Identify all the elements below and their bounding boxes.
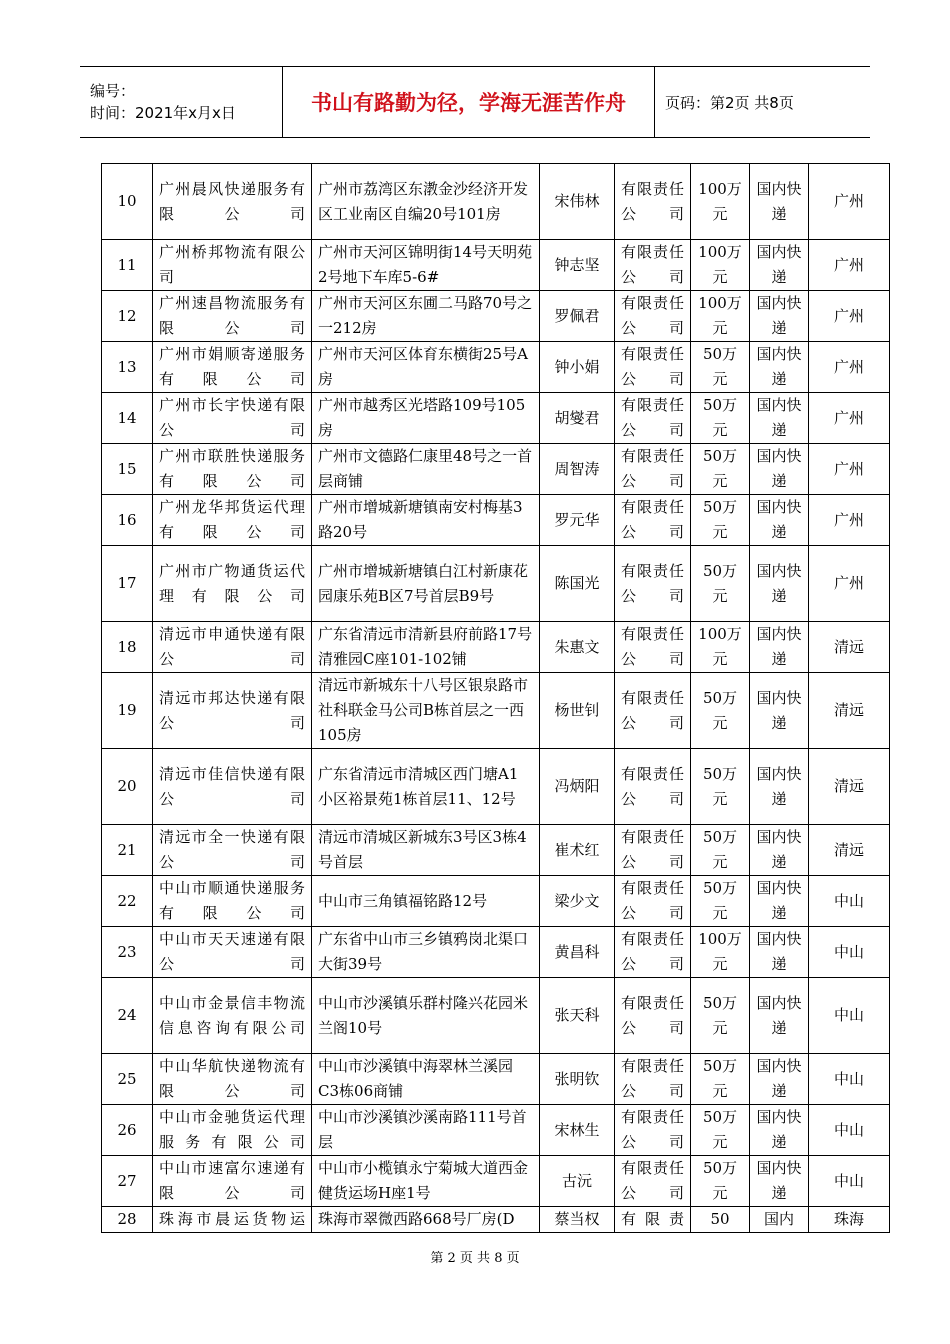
legal-representative: 张明钦 <box>540 1054 615 1105</box>
table-row <box>102 1207 890 1233</box>
city: 中山 <box>809 927 890 978</box>
company-table <box>101 163 890 1233</box>
city: 广州 <box>809 291 890 342</box>
company-address: 中山市沙溪镇沙溪南路111号首层 <box>312 1105 540 1156</box>
table-row <box>102 927 890 978</box>
table-row <box>102 622 890 673</box>
business-scope: 国内快递 <box>750 291 809 342</box>
row-number: 12 <box>102 291 153 342</box>
business-scope: 国内快递 <box>750 927 809 978</box>
row-number: 16 <box>102 495 153 546</box>
business-scope: 国内快递 <box>750 978 809 1054</box>
header-page-number: 页码：第2页 共8页 <box>665 93 794 112</box>
business-scope: 国内快递 <box>750 673 809 749</box>
business-scope: 国内快递 <box>750 876 809 927</box>
company-name: 中山市顺通快递服务有限公司 <box>153 876 312 927</box>
header-motto: 书山有路勤为径，学海无涯苦作舟 <box>283 67 655 137</box>
table-row <box>102 978 890 1054</box>
table-row <box>102 164 890 240</box>
company-name: 中山华航快递物流有限公司 <box>153 1054 312 1105</box>
registered-capital: 50万元 <box>691 444 750 495</box>
legal-representative: 胡燮君 <box>540 393 615 444</box>
company-address: 广东省清远市清城区西门塘A1小区裕景苑1栋首层11、12号 <box>312 749 540 825</box>
company-name: 广州晨风快递服务有限公司 <box>153 164 312 240</box>
company-address: 广州市增城新塘镇南安村梅基3路20号 <box>312 495 540 546</box>
page-header <box>80 66 870 138</box>
row-number: 11 <box>102 240 153 291</box>
header-date: 时间：2021年x月x日 <box>90 104 236 122</box>
legal-representative: 梁少文 <box>540 876 615 927</box>
company-name: 中山市天天速递有限公司 <box>153 927 312 978</box>
registered-capital: 50万元 <box>691 495 750 546</box>
company-name: 珠海市晨运货物运 <box>153 1207 312 1233</box>
company-name: 清远市全一快递有限公司 <box>153 825 312 876</box>
company-address: 广州市天河区锦明街14号天明苑2号地下车库5-6# <box>312 240 540 291</box>
company-type: 有限责任公司 <box>615 240 691 291</box>
company-name: 广州速昌物流服务有限公司 <box>153 291 312 342</box>
company-type: 有限责任公司 <box>615 749 691 825</box>
registered-capital: 100万元 <box>691 622 750 673</box>
legal-representative: 古沅 <box>540 1156 615 1207</box>
table-row <box>102 240 890 291</box>
business-scope: 国内快递 <box>750 393 809 444</box>
company-type: 有限责任公司 <box>615 1054 691 1105</box>
business-scope: 国内快递 <box>750 1054 809 1105</box>
company-type: 有限责任公司 <box>615 444 691 495</box>
row-number: 15 <box>102 444 153 495</box>
legal-representative: 罗元华 <box>540 495 615 546</box>
registered-capital: 50万元 <box>691 825 750 876</box>
city: 广州 <box>809 164 890 240</box>
company-address: 广州市文德路仁康里48号之一首层商铺 <box>312 444 540 495</box>
business-scope: 国内快递 <box>750 444 809 495</box>
table-row <box>102 1156 890 1207</box>
city: 广州 <box>809 444 890 495</box>
company-type: 有限责任公司 <box>615 825 691 876</box>
legal-representative: 钟小娟 <box>540 342 615 393</box>
city: 广州 <box>809 393 890 444</box>
business-scope: 国内快递 <box>750 164 809 240</box>
company-address: 广州市增城新塘镇白江村新康花园康乐苑B区7号首层B9号 <box>312 546 540 622</box>
city: 中山 <box>809 1105 890 1156</box>
company-type: 有限责任公司 <box>615 876 691 927</box>
company-name: 广州龙华邦货运代理有限公司 <box>153 495 312 546</box>
company-address: 中山市小榄镇永宁菊城大道西金健货运场H座1号 <box>312 1156 540 1207</box>
table-row <box>102 673 890 749</box>
company-address: 中山市三角镇福铭路12号 <box>312 876 540 927</box>
registered-capital: 50万元 <box>691 749 750 825</box>
city: 中山 <box>809 1054 890 1105</box>
row-number: 25 <box>102 1054 153 1105</box>
company-name: 中山市金景信丰物流信息咨询有限公司 <box>153 978 312 1054</box>
business-scope: 国内快递 <box>750 825 809 876</box>
city: 广州 <box>809 546 890 622</box>
registered-capital: 50万元 <box>691 876 750 927</box>
legal-representative: 朱惠文 <box>540 622 615 673</box>
company-type: 有限责任公司 <box>615 927 691 978</box>
company-address: 中山市沙溪镇中海翠林兰溪园C3栋06商铺 <box>312 1054 540 1105</box>
city: 清远 <box>809 622 890 673</box>
row-number: 23 <box>102 927 153 978</box>
legal-representative: 崔术红 <box>540 825 615 876</box>
company-type: 有限责任公司 <box>615 622 691 673</box>
company-type: 有限责任公司 <box>615 393 691 444</box>
city: 清远 <box>809 825 890 876</box>
company-type: 有限责任公司 <box>615 164 691 240</box>
company-name: 广州桥邦物流有限公司 <box>153 240 312 291</box>
row-number: 14 <box>102 393 153 444</box>
table-row <box>102 749 890 825</box>
city: 广州 <box>809 495 890 546</box>
company-name: 广州市娟顺寄递服务有限公司 <box>153 342 312 393</box>
company-type: 有限责 <box>615 1207 691 1233</box>
company-name: 中山市速富尔速递有限公司 <box>153 1156 312 1207</box>
row-number: 22 <box>102 876 153 927</box>
city: 广州 <box>809 240 890 291</box>
company-address: 广州市越秀区光塔路109号105房 <box>312 393 540 444</box>
legal-representative: 黄昌科 <box>540 927 615 978</box>
business-scope: 国内快递 <box>750 622 809 673</box>
company-address: 清远市新城东十八号区银泉路市社科联金马公司B栋首层之一西105房 <box>312 673 540 749</box>
legal-representative: 陈国光 <box>540 546 615 622</box>
company-address: 广州市天河区体育东横街25号A房 <box>312 342 540 393</box>
table-row <box>102 546 890 622</box>
legal-representative: 宋林生 <box>540 1105 615 1156</box>
city: 清远 <box>809 673 890 749</box>
company-address: 珠海市翠微西路668号厂房(D <box>312 1207 540 1233</box>
company-address: 广州市荔湾区东漖金沙经济开发区工业南区自编20号101房 <box>312 164 540 240</box>
company-address: 广东省清远市清新县府前路17号清雅园C座101-102铺 <box>312 622 540 673</box>
business-scope: 国内快递 <box>750 342 809 393</box>
company-type: 有限责任公司 <box>615 342 691 393</box>
row-number: 26 <box>102 1105 153 1156</box>
company-address: 中山市沙溪镇乐群村隆兴花园米兰阁10号 <box>312 978 540 1054</box>
company-name: 广州市长宇快递有限公司 <box>153 393 312 444</box>
company-address: 清远市清城区新城东3号区3栋4号首层 <box>312 825 540 876</box>
row-number: 10 <box>102 164 153 240</box>
city: 广州 <box>809 342 890 393</box>
company-type: 有限责任公司 <box>615 978 691 1054</box>
registered-capital: 50万元 <box>691 546 750 622</box>
table-row <box>102 393 890 444</box>
registered-capital: 100万元 <box>691 291 750 342</box>
legal-representative: 冯炳阳 <box>540 749 615 825</box>
row-number: 17 <box>102 546 153 622</box>
company-type: 有限责任公司 <box>615 1156 691 1207</box>
legal-representative: 钟志坚 <box>540 240 615 291</box>
company-type: 有限责任公司 <box>615 1105 691 1156</box>
table-row <box>102 1054 890 1105</box>
city: 清远 <box>809 749 890 825</box>
registered-capital: 50万元 <box>691 1156 750 1207</box>
city: 中山 <box>809 876 890 927</box>
company-type: 有限责任公司 <box>615 291 691 342</box>
row-number: 28 <box>102 1207 153 1233</box>
table-row <box>102 1105 890 1156</box>
header-meta <box>80 67 283 137</box>
legal-representative: 周智涛 <box>540 444 615 495</box>
registered-capital: 50万元 <box>691 393 750 444</box>
business-scope: 国内快递 <box>750 240 809 291</box>
company-address: 广州市天河区东圃二马路70号之一212房 <box>312 291 540 342</box>
legal-representative: 蔡当权 <box>540 1207 615 1233</box>
row-number: 21 <box>102 825 153 876</box>
table-row <box>102 291 890 342</box>
registered-capital: 100万元 <box>691 927 750 978</box>
company-name: 清远市申通快递有限公司 <box>153 622 312 673</box>
business-scope: 国内快递 <box>750 1105 809 1156</box>
company-name: 清远市邦达快递有限公司 <box>153 673 312 749</box>
city: 中山 <box>809 978 890 1054</box>
table-row <box>102 495 890 546</box>
legal-representative: 张天科 <box>540 978 615 1054</box>
business-scope: 国内快递 <box>750 546 809 622</box>
business-scope: 国内快递 <box>750 749 809 825</box>
company-name: 中山市金驰货运代理服务有限公司 <box>153 1105 312 1156</box>
city: 珠海 <box>809 1207 890 1233</box>
company-address: 广东省中山市三乡镇鸦岗北渠口大街39号 <box>312 927 540 978</box>
business-scope: 国内快递 <box>750 495 809 546</box>
row-number: 24 <box>102 978 153 1054</box>
registered-capital: 50万元 <box>691 1054 750 1105</box>
registered-capital: 50万元 <box>691 1105 750 1156</box>
city: 中山 <box>809 1156 890 1207</box>
table-row <box>102 876 890 927</box>
header-number: 编号： <box>90 82 136 100</box>
registered-capital: 100万元 <box>691 164 750 240</box>
row-number: 13 <box>102 342 153 393</box>
company-name: 清远市佳信快递有限公司 <box>153 749 312 825</box>
registered-capital: 50 <box>691 1207 750 1233</box>
row-number: 19 <box>102 673 153 749</box>
registered-capital: 100万元 <box>691 240 750 291</box>
company-type: 有限责任公司 <box>615 495 691 546</box>
business-scope: 国内 <box>750 1207 809 1233</box>
registered-capital: 50万元 <box>691 673 750 749</box>
company-name: 广州市广物通货运代理有限公司 <box>153 546 312 622</box>
row-number: 27 <box>102 1156 153 1207</box>
row-number: 20 <box>102 749 153 825</box>
company-name: 广州市联胜快递服务有限公司 <box>153 444 312 495</box>
legal-representative: 宋伟林 <box>540 164 615 240</box>
legal-representative: 杨世钊 <box>540 673 615 749</box>
company-type: 有限责任公司 <box>615 673 691 749</box>
legal-representative: 罗佩君 <box>540 291 615 342</box>
row-number: 18 <box>102 622 153 673</box>
table-row <box>102 342 890 393</box>
table-row <box>102 825 890 876</box>
table-row <box>102 444 890 495</box>
page-footer: 第 2 页 共 8 页 <box>430 1251 520 1266</box>
registered-capital: 50万元 <box>691 978 750 1054</box>
registered-capital: 50万元 <box>691 342 750 393</box>
business-scope: 国内快递 <box>750 1156 809 1207</box>
company-type: 有限责任公司 <box>615 546 691 622</box>
